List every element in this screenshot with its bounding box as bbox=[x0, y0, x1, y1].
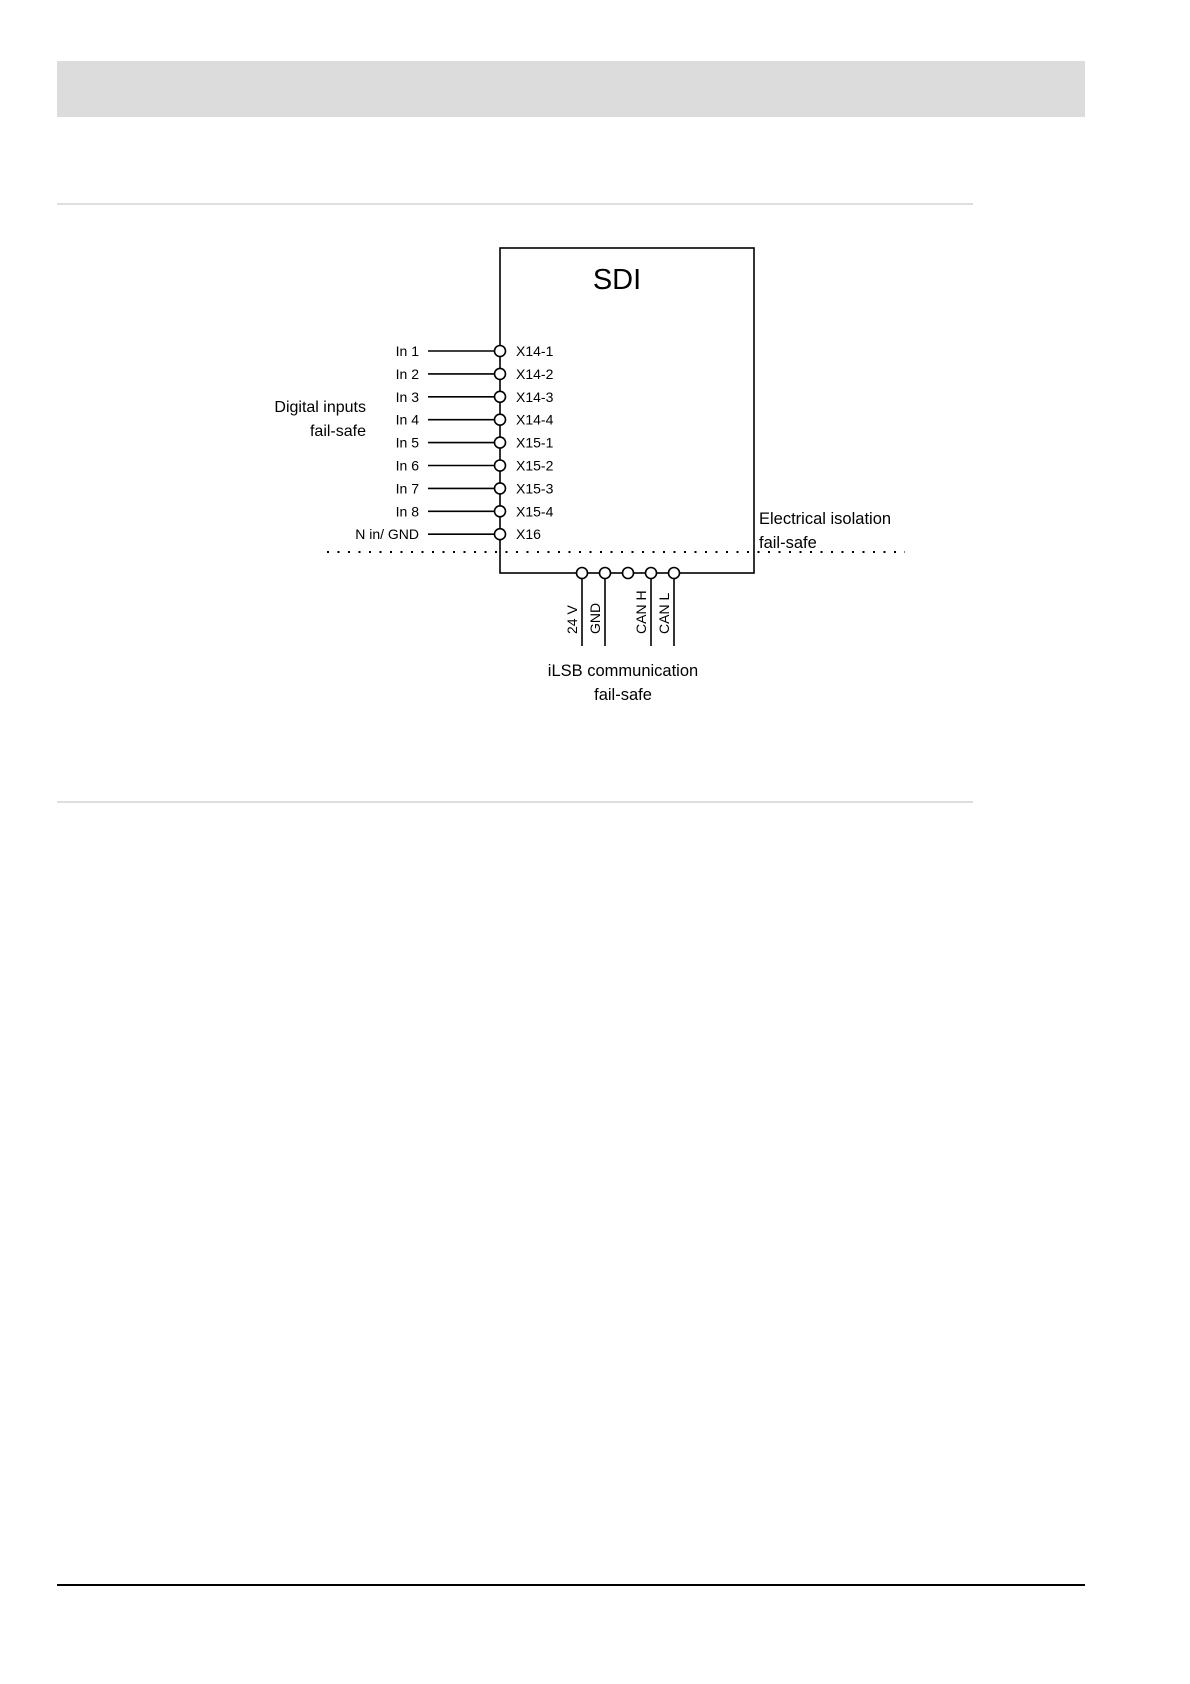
bus-terminal-circle bbox=[623, 568, 634, 579]
bus-label-line1: iLSB communication bbox=[547, 662, 699, 680]
terminal-circle bbox=[495, 368, 506, 379]
terminal-label: X15-2 bbox=[516, 457, 554, 474]
terminal-circle bbox=[495, 437, 506, 448]
isolation-label-line2: fail-safe bbox=[759, 534, 817, 552]
input-group-label-line2: fail-safe bbox=[309, 423, 366, 440]
input-label: In 8 bbox=[395, 503, 419, 520]
terminal-label: X14-2 bbox=[516, 365, 554, 382]
input-label: In 4 bbox=[395, 411, 419, 428]
terminal-label: X14-1 bbox=[516, 343, 554, 359]
input-label: N in/ GND bbox=[355, 526, 419, 543]
input-label: In 3 bbox=[395, 388, 419, 405]
input-rows bbox=[355, 343, 553, 542]
input-label: In 6 bbox=[395, 457, 419, 474]
bus-terminal-circle bbox=[600, 568, 611, 579]
terminal-label: X15-3 bbox=[516, 480, 554, 497]
input-label: In 7 bbox=[395, 480, 419, 497]
bus-terminal-circle bbox=[646, 568, 657, 579]
input-label: In 5 bbox=[395, 434, 419, 451]
terminal-circle bbox=[495, 460, 506, 471]
bus-pins bbox=[564, 568, 680, 647]
terminal-label: X15-1 bbox=[516, 434, 554, 451]
terminal-circle bbox=[495, 391, 506, 402]
bus-pin-label: CAN H bbox=[633, 590, 649, 634]
bus-pin-label: CAN L bbox=[656, 592, 672, 634]
terminal-circle bbox=[495, 414, 506, 425]
terminal-label: X14-4 bbox=[516, 411, 554, 428]
sdi-module-box bbox=[500, 248, 754, 573]
bus-terminal-circle bbox=[577, 568, 588, 579]
input-label: In 2 bbox=[395, 365, 419, 382]
terminal-circle bbox=[495, 346, 506, 357]
bus-terminal-circle bbox=[669, 568, 680, 579]
bus-label-line2: fail-safe bbox=[594, 686, 652, 704]
footer-rule bbox=[57, 1584, 1085, 1586]
section-rule-bottom bbox=[57, 801, 973, 803]
terminal-circle bbox=[495, 506, 506, 517]
bus-pin-label: 24 V bbox=[564, 605, 580, 634]
bus-pin-label: GND bbox=[587, 602, 603, 634]
terminal-circle bbox=[495, 483, 506, 494]
input-group-label-line1: Digital inputs bbox=[274, 399, 366, 416]
input-label: In 1 bbox=[395, 343, 419, 359]
terminal-label: X16 bbox=[516, 526, 541, 543]
terminal-label: X15-4 bbox=[516, 503, 554, 520]
terminal-label: X14-3 bbox=[516, 388, 554, 405]
isolation-label-line1: Electrical isolation bbox=[759, 510, 892, 528]
terminal-circle bbox=[495, 529, 506, 540]
module-title: SDI bbox=[592, 264, 642, 296]
